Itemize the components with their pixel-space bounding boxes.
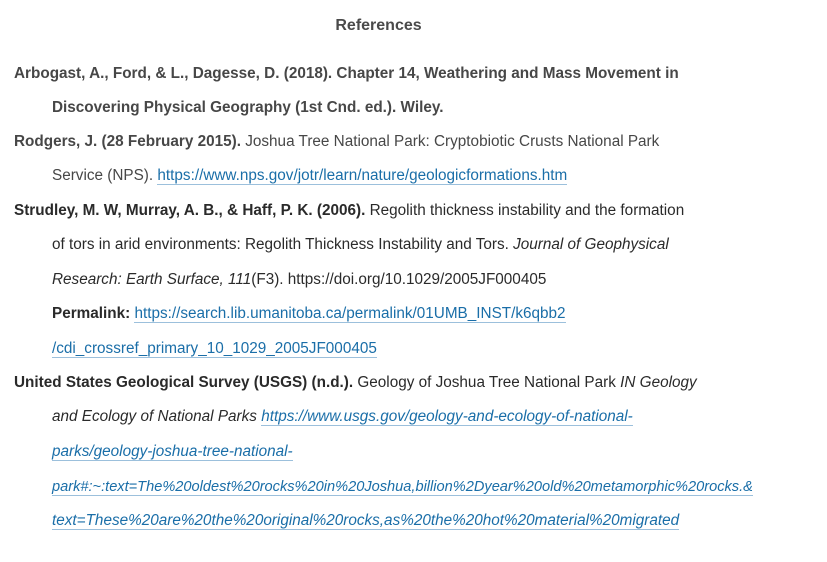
reference-text: Regolith thickness instability and the formation: [365, 202, 685, 219]
reference-author: United States Geological Survey (USGS) (n.d.).: [14, 374, 354, 391]
reference-text: Discovering Physical Geography (1st Cnd. ed.). Wiley.: [52, 99, 444, 116]
usgs-link-continued[interactable]: parks/geology-joshua-tree-national-: [52, 443, 293, 460]
reference-strudley-permalink-line-1: [52, 304, 566, 324]
reference-strudley-line-3: [52, 270, 546, 290]
reference-italic-text: IN Geology: [620, 374, 697, 391]
journal-title: Journal of Geophysical: [513, 236, 669, 253]
usgs-link-continued[interactable]: text=These%20are%20the%20original%20rocks,as%20the%20hot%20material%20migrated: [52, 512, 680, 529]
permalink-link-continued[interactable]: /cdi_crossref_primary_10_1029_2005JF000405: [52, 340, 377, 357]
reference-text: Service (NPS).: [52, 167, 158, 184]
reference-usgs-line-1: [14, 373, 697, 393]
reference-rodgers-line-2: [52, 166, 567, 186]
reference-arbogast-line-1: [14, 64, 679, 84]
reference-italic-text: and Ecology of National Parks: [52, 408, 257, 425]
reference-text: Joshua Tree National Park: Cryptobiotic Crusts National Park: [241, 133, 660, 150]
reference-text: of tors in arid environments: Regolith Thickness Instability and Tors.: [52, 236, 514, 253]
usgs-link[interactable]: https://www.usgs.gov/geology-and-ecology-of-national-: [261, 408, 633, 425]
journal-title: Research: Earth Surface, 111: [52, 271, 252, 288]
reference-strudley-line-2: [52, 235, 669, 255]
reference-text: Arbogast, A., Ford, & L., Dagesse, D. (2018). Chapter 14, Weathering and Mass Movement in: [14, 65, 679, 82]
reference-usgs-line-3: [52, 442, 293, 462]
reference-text: Geology of Joshua Tree National Park: [353, 374, 621, 391]
reference-usgs-line-5: [52, 511, 679, 531]
reference-rodgers-line-1: [14, 132, 659, 152]
reference-text: (F3). https://doi.org/10.1029/2005JF000405: [251, 271, 547, 288]
usgs-link-continued[interactable]: park#:~:text=The%20oldest%20rocks%20in%20Joshua,billion%2Dyear%20old%20metamorphic%20rocks.&: [52, 479, 753, 495]
reference-arbogast-line-2: [52, 98, 443, 118]
reference-strudley-line-1: [14, 201, 684, 221]
permalink-link[interactable]: https://search.lib.umanitoba.ca/permalink/01UMB_INST/k6qbb2: [134, 305, 566, 322]
reference-strudley-permalink-line-2: [52, 339, 377, 359]
reference-author: Strudley, M. W, Murray, A. B., & Haff, P. K. (2006).: [14, 202, 366, 219]
reference-usgs-line-4: [52, 477, 753, 497]
page-title: References: [335, 17, 422, 34]
reference-author: Rodgers, J. (28 February 2015).: [14, 133, 241, 150]
permalink-label: Permalink:: [52, 305, 131, 322]
reference-usgs-line-2: [52, 407, 633, 427]
nps-link[interactable]: https://www.nps.gov/jotr/learn/nature/geologicformations.htm: [157, 167, 568, 184]
